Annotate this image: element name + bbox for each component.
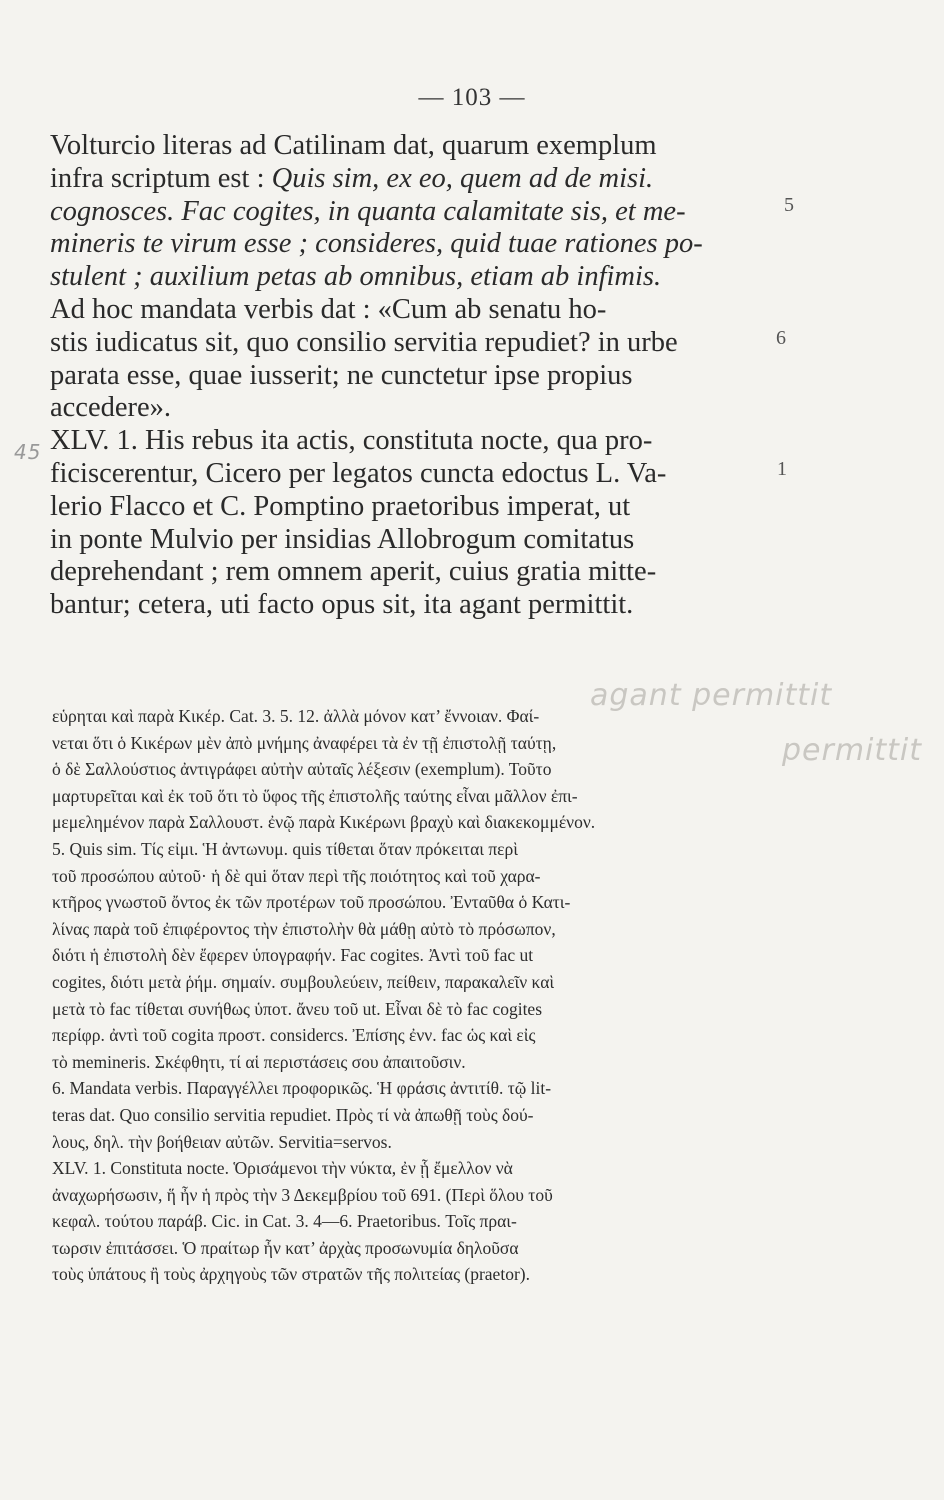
note-line: κεφαλ. τούτου παράβ. Cic. in Cat. 3. 4—6. Praetoribus. Τοῖς πραι- xyxy=(52,1211,517,1232)
text-roman: infra scriptum est : xyxy=(50,162,272,194)
text-line xyxy=(50,130,790,163)
note-line: τὸ memineris. Σκέφθητι, τί αἱ περιστάσεις σου ἀπαιτοῦσιν. xyxy=(52,1051,466,1072)
text-roman: Volturcio literas ad Catilinam dat, quarum exemplum xyxy=(50,130,657,161)
text-italic: Quis sim, ex eo, quem ad de misi. xyxy=(271,162,654,194)
note-line: μεμελημένον παρὰ Σαλλουστ. ἐνῷ παρὰ Κικέρωνι βραχὺ καὶ διακεκομμένον. xyxy=(52,812,596,833)
text-line: bantur; cetera, uti facto opus sit, ita agant permittit. xyxy=(50,589,634,621)
note-line: μαρτυρεῖται καὶ ἐκ τοῦ ὅτι τὸ ὕφος τῆς ἐπιστολῆς ταύτης εἶναι μᾶλλον ἐπι- xyxy=(52,785,578,806)
note-line: λους, δηλ. τὴν βοήθειαν αὐτῶν. Servitia=servos. xyxy=(52,1131,392,1152)
note-line: cogites, διότι μετὰ ῥήμ. σημαίν. συμβουλεύειν, πείθειν, παρακαλεῖν καὶ xyxy=(52,971,555,992)
note-line: νεται ὅτι ὁ Κικέρων μὲν ἀπὸ μνήμης ἀναφέρει τὰ ἐν τῇ ἐπιστολῇ ταύτῃ, xyxy=(52,732,557,753)
text-line: XLV. 1. His rebus ita actis, constituta nocte, qua pro- xyxy=(50,425,653,457)
text-line: lerio Flacco et C. Pomptino praetoribus imperat, ut xyxy=(50,490,631,522)
commentary-notes xyxy=(52,703,772,1288)
margin-line-number: 5 xyxy=(784,194,794,216)
note-line: ἀναχωρήσωσιν, ἥ ἦν ἡ πρὸς τὴν 3 Δεκεμβρίου τοῦ 691. (Περὶ ὅλου τοῦ xyxy=(52,1184,553,1205)
text-line: parata esse, quae iusserit; ne cunctetur ipse propius xyxy=(50,359,633,391)
text-line: cognosces. Fac cogites, in quanta calamitate sis, et me- xyxy=(50,195,686,227)
text-line: in ponte Mulvio per insidias Allobrogum comitatus xyxy=(50,523,635,555)
margin-line-number: 6 xyxy=(776,327,786,349)
note-line: τοῦ προσώπου αὐτοῦ· ἡ δὲ qui ὅταν περὶ τῆς ποιότητος καὶ τοῦ χαρα- xyxy=(52,865,541,886)
note-line: τωρσιν ἐπιτάσσει. Ὁ πραίτωρ ἦν κατ’ ἀρχὰς προσωνυμία δηλοῦσα xyxy=(52,1237,519,1258)
note-line: μετὰ τὸ fac τίθεται συνήθως ὑποτ. ἄνευ τοῦ ut. Εἶναι δὲ τὸ fac cogites xyxy=(52,998,543,1019)
note-line: εὑρηται καὶ παρὰ Κικέρ. Cat. 3. 5. 12. ἀλλὰ μόνον κατ’ ἔννοιαν. Φαί- xyxy=(52,706,540,726)
text-line: stis iudicatus sit, quo consilio servitia repudiet? in urbe xyxy=(50,326,678,358)
handwritten-margin-mark: 45 xyxy=(14,440,42,464)
text-line: Ad hoc mandata verbis dat : «Cum ab senatu ho- xyxy=(50,293,607,325)
text-line: accedere». xyxy=(50,392,172,424)
note-line: τοὺς ὑπάτους ἢ τοὺς ἀρχηγοὺς τῶν στρατῶν τῆς πολιτείας (praetor). xyxy=(52,1264,530,1285)
note-line: teras dat. Quo consilio servitia repudiet. Πρὸς τί νὰ ἀπωθῇ τοὺς δού- xyxy=(52,1104,534,1125)
handwritten-annotation: agant permittit xyxy=(590,678,833,713)
note-line: 5. Quis sim. Τίς εἰμι. Ἡ ἀντωνυμ. quis τίθεται ὅταν πρόκειται περὶ xyxy=(52,838,518,859)
handwritten-annotation: permittit xyxy=(782,733,923,768)
text-line: ficiscerentur, Cicero per legatos cuncta edoctus L. Va- xyxy=(50,457,667,489)
margin-line-number: 1 xyxy=(777,458,787,480)
note-line: ὁ δὲ Σαλλούστιος ἀντιγράφει αὐτὴν αὐταῖς λέξεσιν (exemplum). Τοῦτο xyxy=(52,759,552,780)
text-line: deprehendant ; rem omnem aperit, cuius gratia mitte- xyxy=(50,556,657,588)
note-line: 6. Mandata verbis. Παραγγέλλει προφορικῶς. Ἡ φράσις ἀντιτίθ. τῷ lit- xyxy=(52,1078,552,1099)
text-line: stulent ; auxilium petas ab omnibus, etiam ab infimis. xyxy=(50,261,662,293)
note-line: λίνας παρὰ τοῦ ἐπιφέροντος τὴν ἐπιστολὴν θὰ μάθῃ αὐτὸ τὸ πρόσωπον, xyxy=(52,918,556,939)
note-line: XLV. 1. Constituta nocte. Ὁρισάμενοι τὴν νύκτα, ἐν ᾗ ἔμελλον νὰ xyxy=(52,1158,513,1179)
page-number: — 103 — xyxy=(418,84,526,111)
note-line: κτῆρος γνωστοῦ ὄντος ἐκ τῶν προτέρων τοῦ προσώπου. Ἐνταῦθα ὁ Κατι- xyxy=(52,892,571,913)
note-line: διότι ἡ ἐπιστολὴ δὲν ἔφερεν ὑπογραφήν. Fac cogites. Ἀντὶ τοῦ fac ut xyxy=(52,945,534,966)
text-line: mineris te virum esse ; consideres, quid tuae rationes po- xyxy=(50,228,703,260)
text-line xyxy=(50,163,790,196)
note-line: περίφρ. ἀντὶ τοῦ cogita προστ. considercs. Ἐπίσης ἐνν. fac ὡς καὶ εἰς xyxy=(52,1025,536,1046)
main-latin-text xyxy=(50,130,790,622)
